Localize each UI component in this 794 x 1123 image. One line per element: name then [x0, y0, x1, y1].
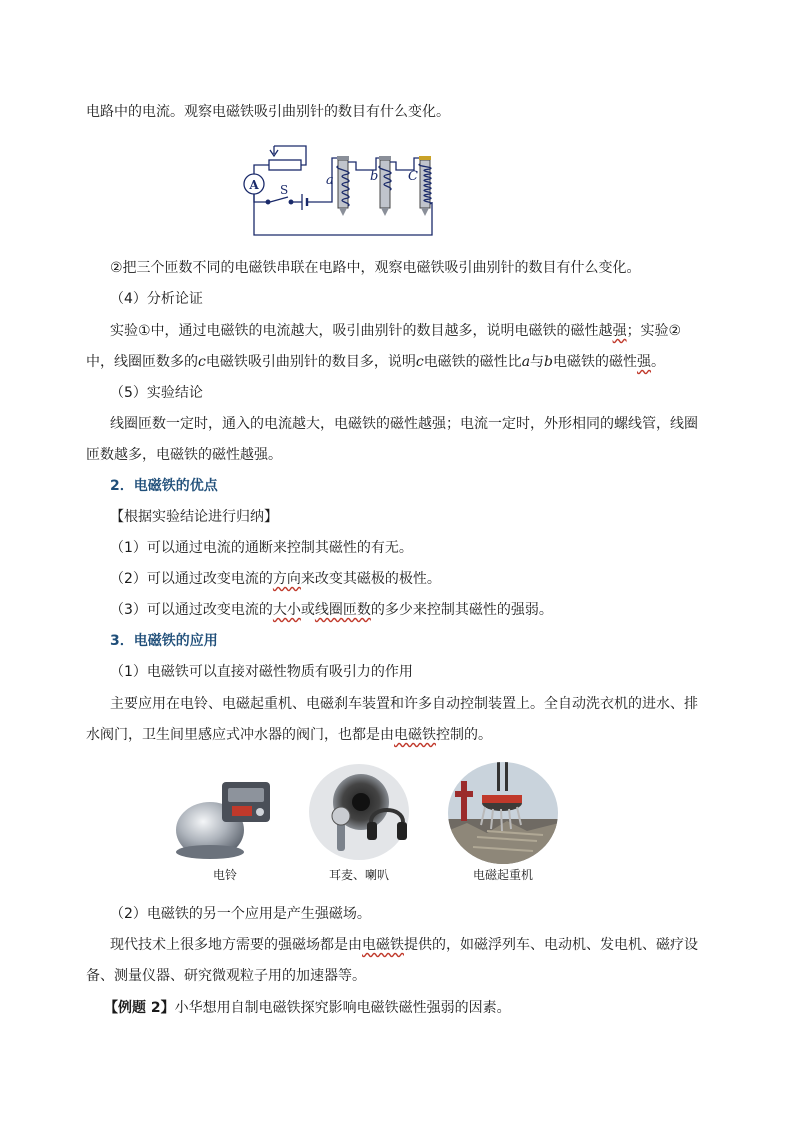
circuit-diagram — [236, 140, 436, 240]
list-item: （2）可以通过改变电流的方向来改变其磁极的极性。 — [110, 571, 441, 587]
paragraph-text: 水阀门，卫生间里感应式冲水器的阀门，也都是由电磁铁控制的。 — [86, 727, 492, 743]
image-caption: 电磁起重机 — [472, 868, 533, 882]
crane-image — [447, 761, 559, 865]
list-item: （3）可以通过改变电流的大小或线圈匝数的多少来控制其磁性的强弱。 — [110, 602, 553, 618]
coil-c-label: C — [408, 169, 418, 184]
paragraph-text: 中，线圈匝数多的c电磁铁吸引曲别针的数目多，说明c电磁铁的磁性比a与b电磁铁的磁性强。 — [86, 354, 666, 370]
paragraph-text: 线圈匝数一定时，通入的电流越大，电磁铁的磁性越强；电流一定时，外形相同的螺线管，线圈 — [110, 416, 698, 432]
paragraph-text: 匝数越多，电磁铁的磁性越强。 — [86, 447, 282, 463]
list-item: （1）电磁铁可以直接对磁性物质有吸引力的作用 — [110, 664, 413, 680]
coil-b-label: b — [370, 169, 379, 184]
section-label: （4）分析论证 — [110, 291, 203, 307]
paragraph-text: 备、测量仪器、研究微观粒子用的加速器等。 — [86, 968, 366, 984]
paragraph-text: 现代技术上很多地方需要的强磁场都是由电磁铁提供的，如磁浮列车、电动机、发电机、磁疗设 — [110, 937, 698, 953]
section-heading: 2．电磁铁的优点 — [110, 478, 218, 494]
headset-speaker-image — [307, 762, 411, 862]
paragraph-text: 电路中的电流。观察电磁铁吸引曲别针的数目有什么变化。 — [86, 104, 450, 120]
coil-a-label: a — [326, 173, 334, 188]
paragraph-text: ②把三个匝数不同的电磁铁串联在电路中，观察电磁铁吸引曲别针的数目有什么变化。 — [110, 260, 641, 276]
switch-label: S — [280, 183, 289, 197]
image-caption: 电铃 — [212, 868, 237, 882]
example-heading: 【例题 2】小华想用自制电磁铁探究影响电磁铁磁性强弱的因素。 — [104, 1000, 511, 1016]
coil-b-core — [380, 160, 390, 208]
bell-image — [170, 772, 280, 864]
section-heading: 3．电磁铁的应用 — [110, 633, 218, 649]
image-caption: 耳麦、喇叭 — [328, 868, 389, 882]
rheostat-slider-arrow — [270, 146, 278, 156]
paragraph-text: 实验①中，通过电磁铁的电流越大，吸引曲别针的数目越多，说明电磁铁的磁性越强；实验② — [110, 323, 682, 339]
ammeter-label: A — [249, 178, 259, 192]
section-label: （5）实验结论 — [110, 385, 203, 401]
list-item: （2）电磁铁的另一个应用是产生强磁场。 — [110, 906, 371, 922]
list-item: （1）可以通过电流的通断来控制其磁性的有无。 — [110, 540, 413, 556]
paragraph-text: 【根据实验结论进行归纳】 — [110, 509, 278, 525]
paragraph-text: 主要应用在电铃、电磁起重机、电磁刹车装置和许多自动控制装置上。全自动洗衣机的进水、排 — [110, 696, 698, 712]
rheostat — [269, 160, 301, 170]
example-label: 【例题 2】 — [104, 1000, 175, 1016]
switch-lever — [270, 197, 288, 202]
